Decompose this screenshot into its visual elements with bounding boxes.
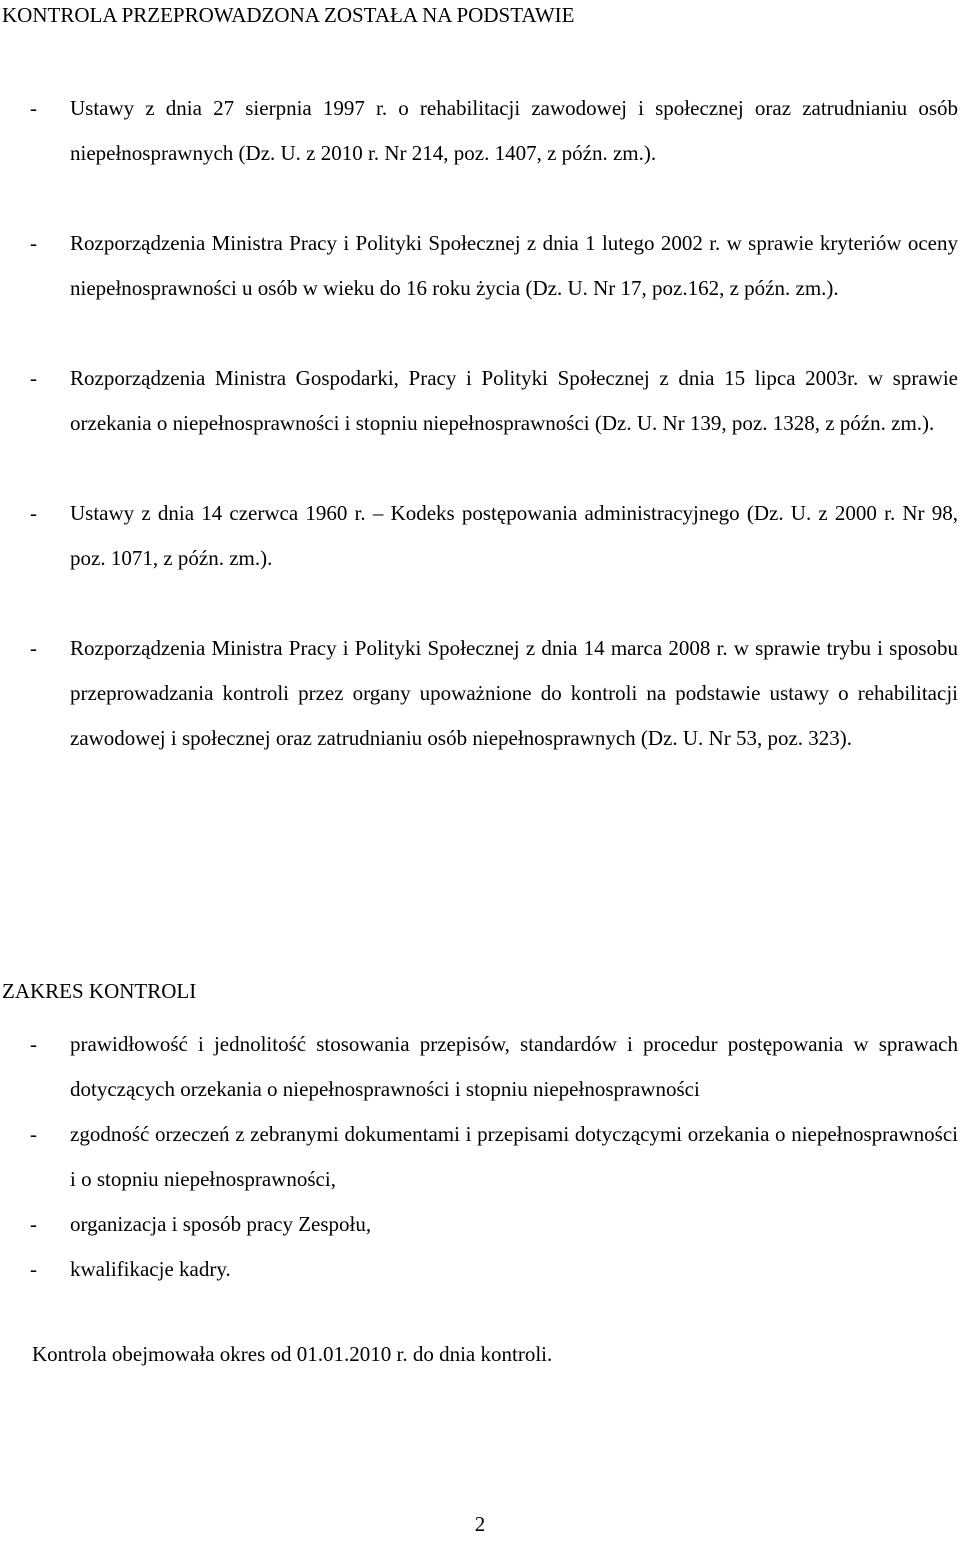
scope-list: [0, 1022, 960, 1292]
heading-scope: ZAKRES KONTROLI: [2, 979, 197, 1003]
list-item-text: Rozporządzenia Ministra Gospodarki, Pracy i Polityki Społecznej z dnia 15 lipca 2003r. w sprawie orzekania o niepełnosprawności i stopniu niepełnosprawności (Dz. U. Nr 139, poz. 1328, z późn. zm.).: [70, 366, 958, 435]
list-item: [0, 221, 960, 311]
list-dash: -: [30, 1032, 37, 1056]
basis-list: [0, 86, 960, 761]
list-item: [0, 1247, 960, 1292]
list-item-text: Rozporządzenia Ministra Pracy i Polityki Społecznej z dnia 1 lutego 2002 r. w sprawie kryteriów oceny niepełnosprawności u osób w wieku do 16 roku życia (Dz. U. Nr 17, poz.162, z późn. zm.).: [70, 231, 958, 300]
list-item: [0, 626, 960, 761]
list-item-text: prawidłowość i jednolitość stosowania przepisów, standardów i procedur postępowania w sprawach dotyczących orzekania o niepełnosprawności i stopniu niepełnosprawności: [70, 1032, 958, 1101]
list-item: [0, 1202, 960, 1247]
page-number: 2: [474, 1512, 486, 1536]
list-dash: -: [30, 1122, 37, 1146]
list-dash: -: [30, 231, 37, 255]
list-dash: -: [30, 1257, 37, 1281]
list-item: [0, 491, 960, 581]
list-item-text: zgodność orzeczeń z zebranymi dokumentami i przepisami dotyczącymi orzekania o niepełnosprawności i o stopniu niepełnosprawności,: [70, 1122, 958, 1191]
closing-statement: Kontrola obejmowała okres od 01.01.2010 r. do dnia kontroli.: [32, 1342, 553, 1366]
list-item: [0, 1112, 960, 1202]
list-dash: -: [30, 501, 37, 525]
list-item-text: Ustawy z dnia 27 sierpnia 1997 r. o rehabilitacji zawodowej i społecznej oraz zatrudnianiu osób niepełnosprawnych (Dz. U. z 2010 r. Nr 214, poz. 1407, z późn. zm.).: [70, 96, 958, 165]
list-item-text: kwalifikacje kadry.: [70, 1257, 231, 1281]
list-item-text: Ustawy z dnia 14 czerwca 1960 r. – Kodeks postępowania administracyjnego (Dz. U. z 2000 r. Nr 98, poz. 1071, z późn. zm.).: [70, 501, 958, 570]
list-item: [0, 86, 960, 176]
heading-basis: KONTROLA PRZEPROWADZONA ZOSTAŁA NA PODSTAWIE: [2, 3, 575, 27]
list-item-text: organizacja i sposób pracy Zespołu,: [70, 1212, 372, 1236]
list-item: [0, 356, 960, 446]
list-dash: -: [30, 96, 37, 120]
list-dash: -: [30, 1212, 37, 1236]
list-item: [0, 1022, 960, 1112]
list-dash: -: [30, 366, 37, 390]
list-item-text: Rozporządzenia Ministra Pracy i Polityki Społecznej z dnia 14 marca 2008 r. w sprawie trybu i sposobu przeprowadzania kontroli przez organy upoważnione do kontroli na podstawie ustawy o rehabilitacji zawodowej i społecznej oraz zatrudnianiu osób niepełnosprawnych (Dz. U. Nr 53, poz. 323).: [70, 636, 958, 750]
list-dash: -: [30, 636, 37, 660]
